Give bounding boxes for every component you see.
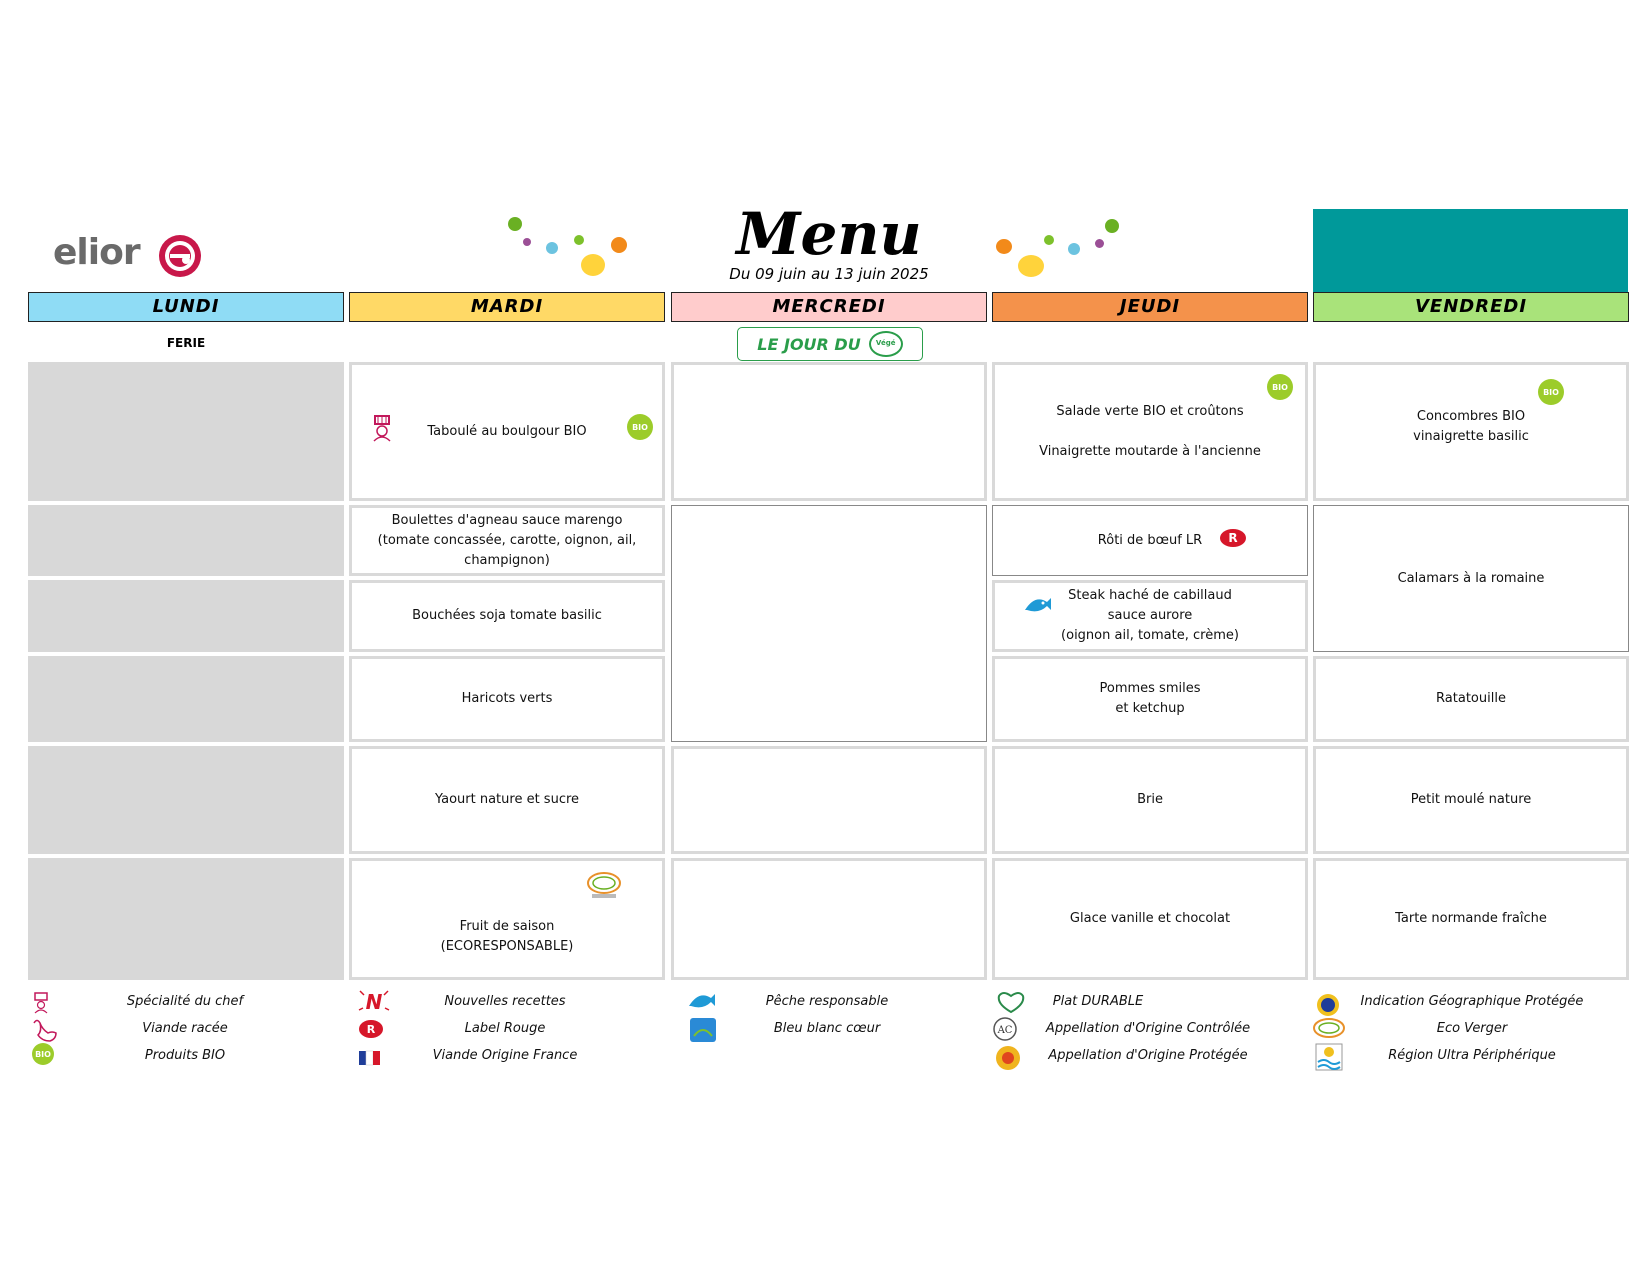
decor-dot: [1068, 243, 1080, 255]
legend-label: Pêche responsable: [765, 994, 889, 1009]
cow-icon: [30, 1017, 60, 1045]
chef-icon: [371, 414, 393, 442]
legend-label: Plat DURABLE: [1052, 994, 1144, 1009]
chef-icon: [33, 992, 49, 1014]
vendredi-accompagnement-cell: [1313, 656, 1629, 742]
jeudi-accompagnement-cell: [992, 656, 1308, 742]
vendredi-entree-line1: Concombres BIO: [1416, 408, 1526, 424]
decor-dot: [1095, 239, 1104, 248]
eco-verger-icon: [586, 870, 622, 900]
decor-dot: [574, 235, 584, 245]
svg-text:AC: AC: [997, 1025, 1013, 1036]
vendredi-entree-line2: vinaigrette basilic: [1413, 428, 1529, 444]
mardi-plat2: Bouchées soja tomate basilic: [412, 608, 602, 623]
jour-du-vege-badge: [737, 327, 923, 361]
decor-dot: [508, 217, 522, 231]
teal-block: [1313, 209, 1628, 293]
legend-label: Région Ultra Périphérique: [1388, 1048, 1556, 1063]
jeudi-dessert-cell: [992, 858, 1308, 980]
igp-icon: [1315, 992, 1341, 1018]
vendredi-laitage-cell: [1313, 746, 1629, 854]
lundi-note: FERIE: [166, 336, 206, 350]
mardi-plat2-cell: [349, 580, 665, 652]
lundi-cell-plat1: [28, 505, 344, 576]
day-header-mercredi: MERCREDI: [671, 292, 987, 322]
page-title: Menu: [736, 200, 922, 268]
legend-label: Viande Origine France: [432, 1048, 578, 1063]
mardi-plat1-cell: [349, 505, 665, 576]
vege-logo: Végé: [869, 331, 903, 357]
mardi-plat1: Boulettes d'agneau sauce marengo (tomate concassée, carotte, oignon, ail, champignon): [377, 512, 637, 568]
decor-dot: [996, 239, 1012, 254]
legend-label: Produits BIO: [144, 1048, 226, 1063]
jeudi-accompagnement-line1: Pommes smiles: [1099, 681, 1201, 696]
day-header-lundi: LUNDI: [28, 292, 344, 322]
mardi-laitage: Yaourt nature et sucre: [434, 792, 580, 807]
decor-dot: [1018, 255, 1044, 277]
bio-icon: BIO: [1267, 374, 1293, 400]
jeudi-entree-cell: [992, 362, 1308, 501]
jeudi-laitage-cell: [992, 746, 1308, 854]
mercredi-laitage-cell: [671, 746, 987, 854]
new-recipe-icon: [357, 988, 391, 1014]
jeudi-dessert: Glace vanille et chocolat: [1069, 911, 1231, 926]
legend-label: Label Rouge: [464, 1021, 546, 1036]
vendredi-dessert-cell: [1313, 858, 1629, 980]
fish-icon: [686, 990, 716, 1014]
jeudi-plat2-line3: (oignon ail, tomate, crème): [1061, 628, 1239, 643]
svg-text:N: N: [365, 990, 383, 1014]
mercredi-dessert-cell: [671, 858, 987, 980]
vendredi-entree-cell: [1313, 362, 1629, 501]
jeudi-entree-line2: Vinaigrette moutarde à l'ancienne: [1039, 443, 1261, 459]
jeudi-entree-line1: Salade verte BIO et croûtons: [1056, 403, 1244, 419]
bio-icon: BIO: [32, 1043, 54, 1065]
mardi-dessert-line1: Fruit de saison: [459, 919, 555, 934]
mardi-dessert-line2: (ECORESPONSABLE): [440, 939, 574, 954]
svg-text:R: R: [1228, 531, 1238, 545]
bleu-blanc-coeur-icon: [688, 1016, 718, 1044]
decor-dot: [523, 238, 531, 246]
legend-label: Nouvelles recettes: [444, 994, 566, 1009]
jeudi-accompagnement-line2: et ketchup: [1115, 701, 1185, 716]
jeudi-plat2-line1: Steak haché de cabillaud: [1068, 588, 1232, 603]
day-header-jeudi: JEUDI: [992, 292, 1308, 322]
lundi-cell-plat2: [28, 580, 344, 652]
jeudi-plat1-cell: [992, 505, 1308, 576]
elior-logo-text: elior: [53, 232, 140, 273]
decor-dot: [581, 254, 605, 276]
vendredi-plat-cell: [1313, 505, 1629, 652]
lundi-cell-entree: [28, 362, 344, 501]
mardi-accompagnement: Haricots verts: [461, 691, 553, 706]
decor-dot: [546, 242, 558, 254]
mardi-laitage-cell: [349, 746, 665, 854]
bio-icon: BIO: [627, 414, 653, 440]
vendredi-dessert: Tarte normande fraîche: [1395, 911, 1547, 926]
aoc-icon: [990, 1016, 1020, 1042]
label-rouge-icon: [1218, 527, 1248, 549]
svg-text:R: R: [366, 1023, 376, 1036]
legend-label: Indication Géographique Protégée: [1360, 994, 1584, 1009]
day-header-vendredi: VENDREDI: [1313, 292, 1629, 322]
lundi-cell-dessert: [28, 858, 344, 980]
day-header-mardi: MARDI: [349, 292, 665, 322]
mardi-accompagnement-cell: [349, 656, 665, 742]
eco-verger-icon: [1312, 1016, 1346, 1042]
label-rouge-icon: [357, 1018, 385, 1040]
mercredi-entree-cell: [671, 362, 987, 501]
vendredi-laitage: Petit moulé nature: [1410, 792, 1532, 807]
vendredi-accompagnement: Ratatouille: [1436, 691, 1506, 706]
legend-label: Bleu blanc cœur: [773, 1021, 881, 1036]
lundi-cell-laitage: [28, 746, 344, 854]
decor-dot: [1044, 235, 1054, 245]
rup-icon: [1314, 1042, 1344, 1072]
legend-label: Eco Verger: [1436, 1021, 1508, 1036]
vendredi-plat: Calamars à la romaine: [1397, 570, 1545, 586]
mercredi-plat-cell: [671, 505, 987, 742]
mardi-entree: Taboulé au boulgour BIO: [427, 423, 587, 439]
date-range: Du 09 juin au 13 juin 2025: [729, 265, 929, 283]
decor-dot: [1105, 219, 1119, 233]
fish-icon: [1022, 592, 1052, 618]
bio-icon: BIO: [1538, 379, 1564, 405]
legend-label: Viande racée: [142, 1021, 228, 1036]
badge-text: LE JOUR DU: [757, 334, 861, 354]
france-flag-icon: [357, 1045, 385, 1069]
legend-label: Appellation d'Origine Contrôlée: [1045, 1021, 1251, 1036]
elior-logo-icon: [156, 232, 204, 280]
aop-icon: [994, 1044, 1022, 1072]
decor-dot: [611, 237, 627, 253]
jeudi-plat2-line2: sauce aurore: [1107, 608, 1193, 623]
jeudi-laitage: Brie: [1137, 792, 1163, 807]
legend-label: Appellation d'Origine Protégée: [1048, 1048, 1248, 1063]
lundi-cell-accompagnement: [28, 656, 344, 742]
legend-label: Spécialité du chef: [126, 994, 244, 1009]
mardi-entree-cell: [349, 362, 665, 501]
jeudi-plat1: Rôti de bœuf LR: [1097, 532, 1203, 548]
